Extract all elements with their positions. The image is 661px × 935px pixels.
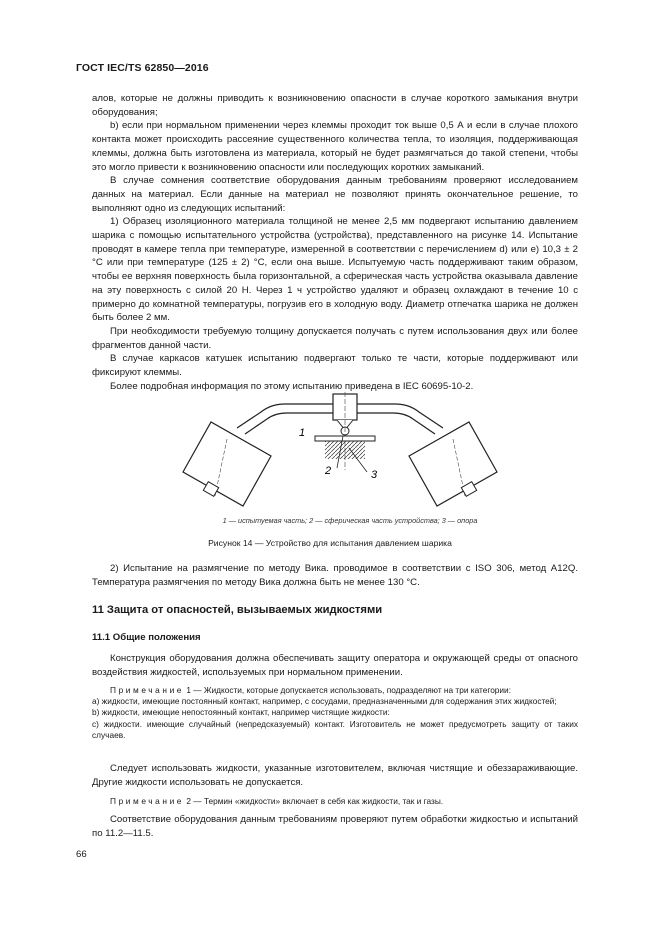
paragraph: В случае сомнения соответствие оборудования данным требованиям проверяют исследованием данных на материал. Если данные на материал не позволяют принять окончательное решение, то выполняют одно из следующих испытаний: <box>92 175 578 214</box>
body-text-top <box>92 92 578 393</box>
section-intro <box>92 652 578 679</box>
figure-label-2: 2 <box>325 465 332 477</box>
support-hatch <box>325 441 365 459</box>
note-text: 1 — Жидкости, которые допускается использовать, подразделяют на три категории: <box>184 685 511 695</box>
note-item: c) жидкости. имеющие случайный (непредсказуемый) контакт. Изготовитель не может предусмотреть защиту от таких случаев. <box>92 718 578 740</box>
liquids-block <box>92 762 578 789</box>
paragraph: Конструкция оборудования должна обеспечивать защиту оператора и окружающей среды от опасного воздействия жидкостей, используемых при нормальном применении. <box>92 653 578 678</box>
final-block <box>92 813 578 840</box>
note-label: Примечание <box>110 685 185 695</box>
note-item: b) жидкости, имеющие непостоянный контакт, например чистящие жидкости: <box>92 707 390 718</box>
note-1 <box>92 685 578 741</box>
page-number: 66 <box>76 849 87 860</box>
section-title: 11 Защита от опасностей, вызываемых жидкостями <box>92 604 383 616</box>
left-weight-block <box>183 422 271 506</box>
paragraph: Более подробная информация по этому испытанию приведена в IEC 60695-10-2. <box>110 380 474 392</box>
subsection-title: 11.1 Общие положения <box>92 632 201 643</box>
figure-label-1: 1 <box>299 427 306 439</box>
right-weight-block <box>409 422 497 506</box>
note-line <box>92 685 578 696</box>
note-item: а) жидкости, имеющие постоянный контакт, например, с сосудами, предназначенными для содержания этих жидкостей; <box>92 696 557 707</box>
test-specimen <box>315 436 375 441</box>
paragraph: Соответствие оборудования данным требованиям проверяют путем обработки жидкостью и испытаний по 11.2—11.5. <box>92 814 578 839</box>
paragraph: b) если при нормальном применении через клеммы проходит ток выше 0,5 А и если в случае плохого контакта может происходить рассеяние существенного количества тепла, то изоляция, поддерживающая клеммы, должна быть изготовлена из материала, который не будет размягчаться до такой степени, чтобы это могло привести к возникновению опасности или последующих коротких замыканий. <box>92 120 578 173</box>
paragraph: 2) Испытание на размягчение по методу Вика. проводимое в соответствии с ISO 306, метод A12Q. Температура размягчения по методу Вика должна быть не менее 130 °C. <box>92 563 578 588</box>
paragraph: Следует использовать жидкости, указанные изготовителем, включая чистящие и обеззараживающие. Другие жидкости использовать не допускается. <box>92 763 578 788</box>
paragraph: алов, которые не должны приводить к возникновению опасности в случае короткого замыкания внутри оборудования; <box>92 93 578 118</box>
note-text: 2 — Термин «жидкости» включает в себя как жидкости, так и газы. <box>184 796 444 806</box>
figure-legend: 1 — испытуемая часть; 2 — сферическая часть устройства; 3 — опора <box>222 516 478 525</box>
figure-label-3: 3 <box>371 469 378 481</box>
paragraph: 1) Образец изоляционного материала толщиной не менее 2,5 мм подвергают испытанию давлением шарика с помощью испытательного устройства (устройства), представленного на рисунке 14. Испытание проводят в камере тепла при температуре, измеренной в соответствии с перечислением d) или e) 10,3 ± 2 °C или при температуре (125 ± 2) °C, если она выше. Испытуемую часть поддерживают таким образом, чтобы ее верхняя поверхность была горизонтальной, а сферическая часть устройства оказывала давление на эту поверхность с силой 20 Н. Через 1 ч устройство удаляют и образец охлаждают в течение 10 с примерно до комнатной температуры, погрузив его в холодную воду. Диаметр отпечатка шарика не должен быть более 2 мм. <box>92 216 578 324</box>
paragraph: При необходимости требуемую толщину допускается получать с путем использования двух или более фрагментов данной части. <box>92 325 578 351</box>
note-2 <box>92 796 578 807</box>
note-line <box>92 796 578 807</box>
document-header: ГОСТ IEC/TS 62850—2016 <box>76 62 209 74</box>
note-label: Примечание <box>110 796 185 806</box>
vicat-block <box>92 562 578 589</box>
paragraph: В случае каркасов катушек испытанию подвергают только те части, которые поддерживают или фиксируют клеммы. <box>92 353 578 379</box>
ball-pressure-diagram <box>175 392 505 518</box>
figure-caption: Рисунок 14 — Устройство для испытания давлением шарика <box>208 538 452 548</box>
